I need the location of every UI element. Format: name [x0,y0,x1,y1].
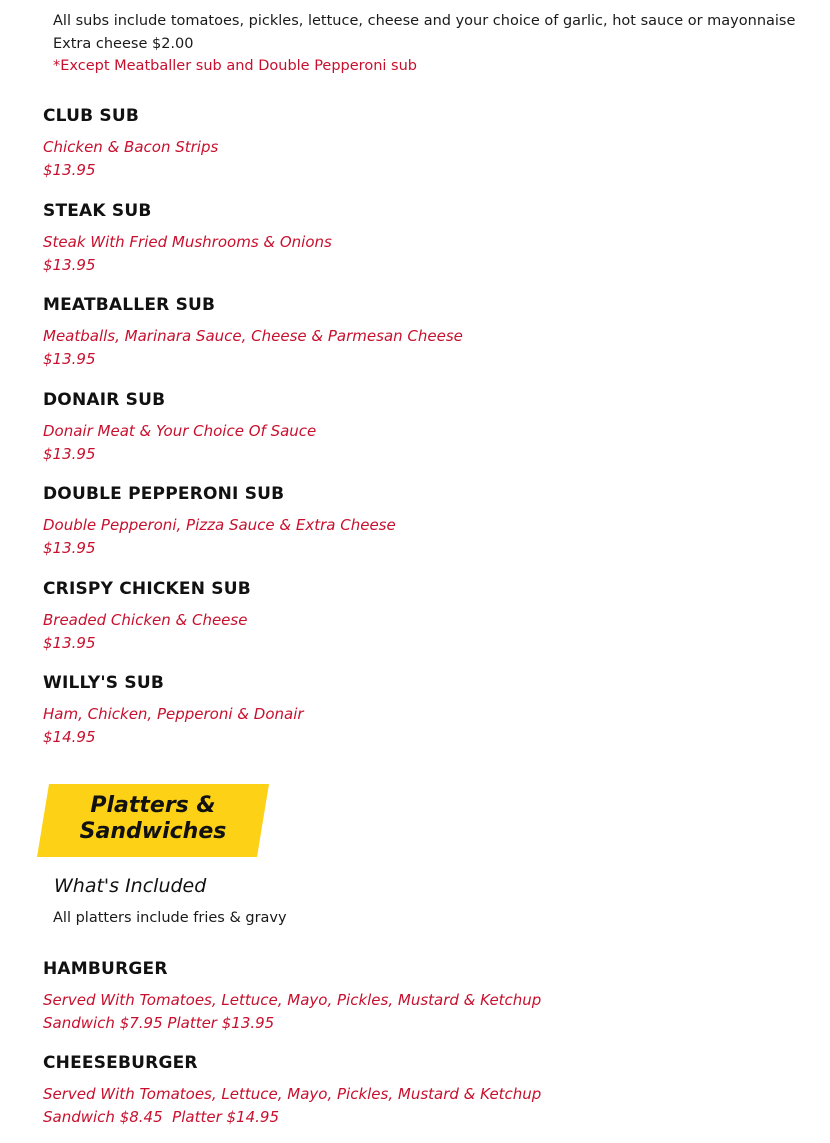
item-title: DOUBLE PEPPERONI SUB [43,484,285,504]
subs-included-text: All subs include tomatoes, pickles, lettuce, cheese and your choice of garlic, hot sauce or mayonnaise [53,13,796,29]
item-title: CRISPY CHICKEN SUB [43,579,251,599]
item-description: Breaded Chicken & Cheese [43,611,248,629]
item-price: $13.95 [43,160,96,179]
item-description: Steak With Fried Mushrooms & Onions [43,233,332,251]
item-price: Sandwich $8.45 Platter $14.95 [43,1107,279,1126]
menu-item-cheeseburger [43,1052,783,1128]
item-title: CHEESEBURGER [43,1053,198,1073]
item-title: CLUB SUB [43,106,139,126]
item-description: Donair Meat & Your Choice Of Sauce [43,422,317,440]
item-description: Served With Tomatoes, Lettuce, Mayo, Pickles, Mustard & Ketchup [43,1085,542,1103]
item-title: HAMBURGER [43,959,168,979]
item-description: Meatballs, Marinara Sauce, Cheese & Parmesan Cheese [43,327,463,345]
item-price: $13.95 [43,349,96,368]
item-description: Chicken & Bacon Strips [43,138,219,156]
item-title: STEAK SUB [43,201,152,221]
banner-title-line2: Sandwiches [79,819,227,844]
platters-sandwiches-banner [37,784,269,857]
banner-title-line1: Platters & [90,793,216,818]
item-description: Served With Tomatoes, Lettuce, Mayo, Pickles, Mustard & Ketchup [43,991,542,1009]
banner-title [37,793,269,845]
item-price: $14.95 [43,727,96,746]
except-note: *Except Meatballer sub and Double Pepperoni sub [53,58,417,74]
subs-intro [53,10,823,78]
item-price: $13.95 [43,444,96,463]
menu-item-meatballer-sub [43,294,783,370]
item-price: $13.95 [43,538,96,557]
whats-included-text: All platters include fries & gravy [53,910,287,926]
item-title: WILLY'S SUB [43,673,164,693]
menu-item-willys-sub [43,672,783,748]
item-price: Sandwich $7.95 Platter $13.95 [43,1013,275,1032]
menu-item-steak-sub [43,200,783,276]
item-description: Double Pepperoni, Pizza Sauce & Extra Cheese [43,516,396,534]
item-title: DONAIR SUB [43,390,166,410]
item-title: MEATBALLER SUB [43,295,216,315]
item-price: $13.95 [43,633,96,652]
menu-item-hamburger [43,958,783,1034]
menu-item-donair-sub [43,389,783,465]
menu-item-double-pepperoni-sub [43,483,783,559]
extra-cheese-text: Extra cheese $2.00 [53,35,194,52]
whats-included-heading: What's Included [54,875,207,897]
item-description: Ham, Chicken, Pepperoni & Donair [43,705,304,723]
menu-item-club-sub [43,105,783,181]
item-price: $13.95 [43,255,96,274]
menu-item-crispy-chicken-sub [43,578,783,654]
